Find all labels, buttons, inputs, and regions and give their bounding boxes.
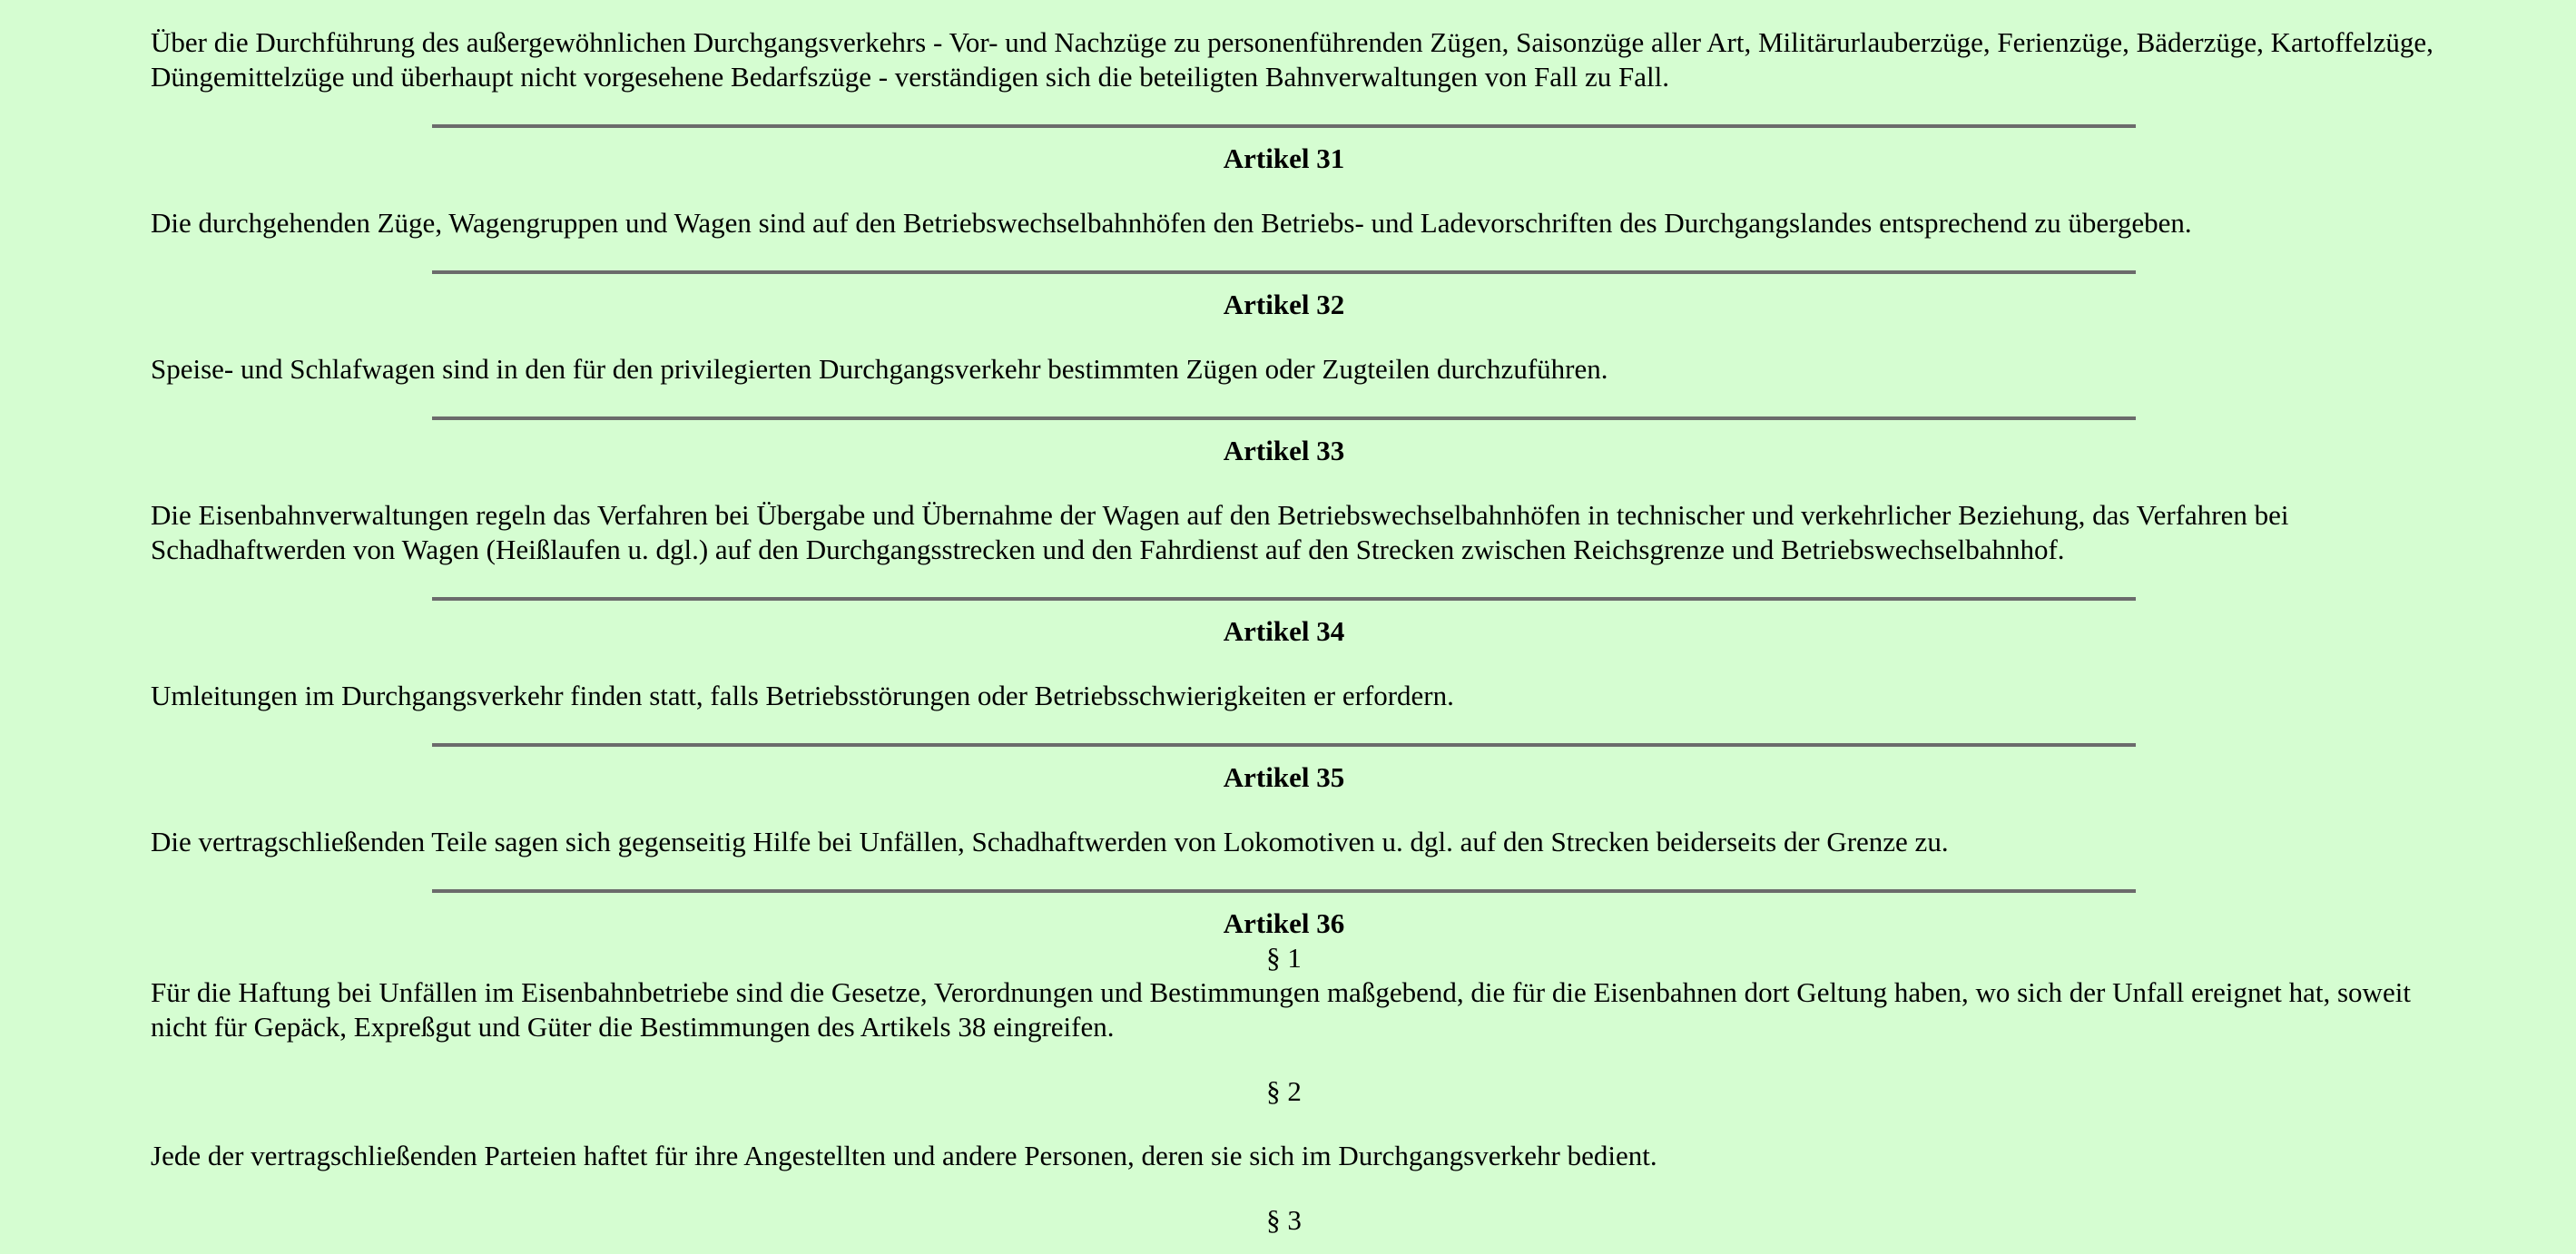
article-heading: Artikel 33: [1223, 435, 1345, 466]
article-heading: Artikel 36: [1223, 907, 1345, 939]
article-heading: Artikel 31: [1223, 142, 1345, 174]
article-heading: Artikel 35: [1223, 761, 1345, 793]
section-mark: § 2: [1266, 1075, 1302, 1107]
section-text: Jede der vertragschließenden Parteien haftet für ihre Angestellten und andere Personen, deren sie sich im Durchgangsverkehr bedient.: [151, 1140, 1657, 1171]
divider: [432, 889, 2136, 893]
section-text: Für die Haftung bei Unfällen im Eisenbahnbetriebe sind die Gesetze, Verordnungen und Bestimmungen maßgebend, die für die Eisenbahnen dort Geltung haben, wo sich der Unfall ereignet hat, soweit nicht für Gepäck, Expreßgut und Güter die Bestimmungen des Artikels 38 eingreifen.: [151, 976, 2411, 1043]
article-text: Speise- und Schlafwagen sind in den für den privilegierten Durchgangsverkehr bestimmten Zügen oder Zugteilen durchzuführen.: [151, 353, 1608, 385]
article-text: Die durchgehenden Züge, Wagengruppen und Wagen sind auf den Betriebswechselbahnhöfen den Betriebs- und Ladevorschriften des Durchgangslandes entsprechend zu übergeben.: [151, 207, 2192, 239]
divider: [432, 270, 2136, 274]
divider: [432, 416, 2136, 420]
section-mark: § 1: [1266, 942, 1302, 974]
document-content: [151, 25, 2456, 1238]
article-text: Die Eisenbahnverwaltungen regeln das Verfahren bei Übergabe und Übernahme der Wagen auf den Betriebswechselbahnhöfen in technischer und verkehrlicher Beziehung, das Verfahren bei Schadhaftwerden von Wagen (Heißlaufen u. dgl.) auf den Durchgangsstrecken und den Fahrdienst auf den Strecken zwischen Reichsgrenze und Betriebswechselbahnhof.: [151, 499, 2289, 565]
article-text: Die vertragschließenden Teile sagen sich gegenseitig Hilfe bei Unfällen, Schadhaftwerden von Lokomotiven u. dgl. auf den Strecken beiderseits der Grenze zu.: [151, 826, 1949, 857]
divider: [432, 597, 2136, 601]
article-text: Umleitungen im Durchgangsverkehr finden statt, falls Betriebsstörungen oder Betriebsschwierigkeiten er erfordern.: [151, 680, 1454, 711]
intro-paragraph: Über die Durchführung des außergewöhnlichen Durchgangsverkehrs - Vor- und Nachzüge zu personenführenden Zügen, Saisonzüge aller Art, Militärurlauberzüge, Ferienzüge, Bäderzüge, Kartoffelzüge, Düngemittelzüge und überhaupt nicht vorgesehene Bedarfszüge - verständigen sich die beteiligten Bahnverwaltungen von Fall zu Fall.: [151, 26, 2433, 93]
article-heading: Artikel 34: [1223, 615, 1345, 647]
section-mark: § 3: [1266, 1204, 1302, 1236]
article-heading: Artikel 32: [1223, 289, 1345, 320]
divider: [432, 743, 2136, 747]
divider: [432, 124, 2136, 128]
